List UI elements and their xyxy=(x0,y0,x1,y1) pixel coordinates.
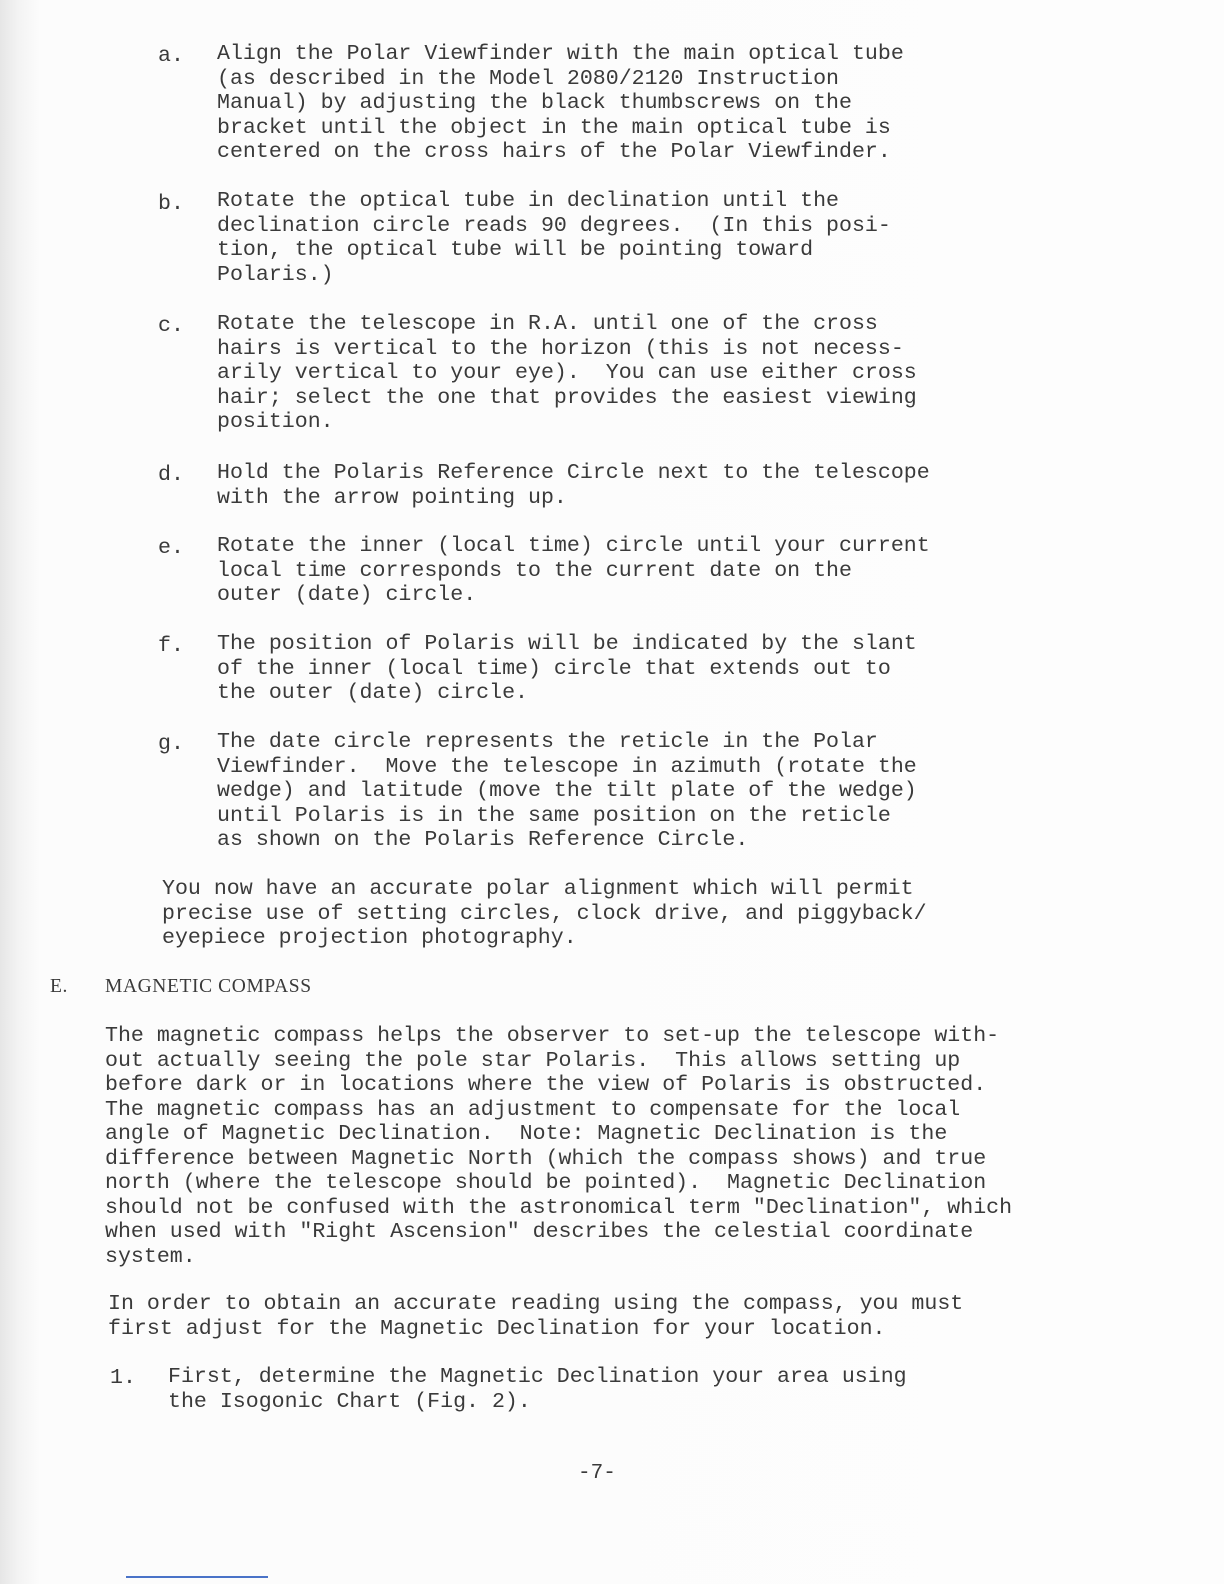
text-line: as shown on the Polaris Reference Circle. xyxy=(217,828,749,852)
text-line: arily vertical to your eye). You can use either cross xyxy=(217,361,917,385)
text-line: when used with "Right Ascension" describes the celestial coordinate xyxy=(105,1220,974,1244)
text-line: wedge) and latitude (move the tilt plate of the wedge) xyxy=(217,779,917,803)
text-line: The position of Polaris will be indicated by the slant xyxy=(217,632,917,656)
item-e-text xyxy=(217,534,930,608)
text-line: Rotate the optical tube in declination until the xyxy=(217,189,840,213)
text-line: The date circle represents the reticle in the Polar xyxy=(217,730,878,754)
page-number: -7- xyxy=(578,1462,616,1485)
item-a-text xyxy=(217,42,904,165)
text-line: the Isogonic Chart (Fig. 2). xyxy=(168,1389,531,1414)
text-line: difference between Magnetic North (which the compass shows) and true xyxy=(105,1146,987,1171)
text-line: position. xyxy=(217,410,334,434)
summary-paragraph xyxy=(162,877,927,951)
item-b-text xyxy=(217,189,891,287)
text-line: Align the Polar Viewfinder with the main optical tube xyxy=(217,42,904,66)
text-line: Manual) by adjusting the black thumbscrews on the xyxy=(217,91,852,115)
text-line: local time corresponds to the current date on the xyxy=(217,558,852,583)
text-line: The magnetic compass helps the observer to set-up the telescope with- xyxy=(105,1024,1000,1048)
text-line: The magnetic compass has an adjustment to compensate for the local xyxy=(105,1097,961,1122)
text-line: First, determine the Magnetic Declination your area using xyxy=(168,1365,907,1389)
item-g-marker: g. xyxy=(158,732,184,756)
text-line: tion, the optical tube will be pointing toward xyxy=(217,238,814,262)
text-line: (as described in the Model 2080/2120 Instruction xyxy=(217,66,840,91)
adjust-paragraph xyxy=(108,1292,963,1341)
item-d-text xyxy=(217,461,930,510)
text-line: system. xyxy=(105,1244,196,1269)
text-line: Hold the Polaris Reference Circle next to the telescope xyxy=(217,461,930,485)
text-line: hair; select the one that provides the easiest viewing xyxy=(217,385,917,410)
text-line: bracket until the object in the main optical tube is xyxy=(217,115,891,140)
text-line: In order to obtain an accurate reading using the compass, you must xyxy=(108,1292,964,1316)
text-line: the outer (date) circle. xyxy=(217,681,529,705)
step-1-marker: 1. xyxy=(110,1366,136,1390)
text-line: Polaris.) xyxy=(217,262,334,287)
text-line: with the arrow pointing up. xyxy=(217,485,567,510)
text-line: out actually seeing the pole star Polaris. This allows setting up xyxy=(105,1048,961,1073)
section-title: MAGNETIC COMPASS xyxy=(105,976,312,997)
text-line: until Polaris is in the same position on the reticle xyxy=(217,803,891,828)
item-f-text xyxy=(217,632,917,706)
step-1-text xyxy=(168,1365,907,1414)
section-letter: E. xyxy=(50,976,68,997)
text-line: declination circle reads 90 degrees. (In this posi- xyxy=(217,213,891,238)
text-line: of the inner (local time) circle that extends out to xyxy=(217,656,891,681)
text-line: outer (date) circle. xyxy=(217,583,477,607)
item-b-marker: b. xyxy=(158,192,184,216)
text-line: precise use of setting circles, clock drive, and piggyback/ xyxy=(162,901,927,926)
item-d-marker: d. xyxy=(158,463,184,487)
footnote-rule xyxy=(126,1576,268,1578)
text-line: centered on the cross hairs of the Polar Viewfinder. xyxy=(217,140,891,164)
item-f-marker: f. xyxy=(158,634,184,658)
text-line: angle of Magnetic Declination. Note: Magnetic Declination is the xyxy=(105,1122,948,1146)
text-line: You now have an accurate polar alignment which will permit xyxy=(162,877,914,901)
item-c-marker: c. xyxy=(158,314,184,338)
text-line: first adjust for the Magnetic Declination for your location. xyxy=(108,1316,886,1341)
text-line: Rotate the inner (local time) circle until your current xyxy=(217,534,930,558)
item-g-text xyxy=(217,730,917,853)
item-c-text xyxy=(217,312,917,435)
text-line: hairs is vertical to the horizon (this is not necess- xyxy=(217,336,904,361)
text-line: Viewfinder. Move the telescope in azimuth (rotate the xyxy=(217,754,917,779)
compass-paragraph xyxy=(105,1024,1012,1269)
text-line: should not be confused with the astronomical term "Declination", which xyxy=(105,1195,1013,1220)
text-line: eyepiece projection photography. xyxy=(162,926,577,950)
text-line: Rotate the telescope in R.A. until one of the cross xyxy=(217,312,878,336)
text-line: before dark or in locations where the view of Polaris is obstructed. xyxy=(105,1073,987,1097)
item-a-marker: a. xyxy=(158,44,184,68)
item-e-marker: e. xyxy=(158,536,184,560)
text-line: north (where the telescope should be pointed). Magnetic Declination xyxy=(105,1171,987,1195)
